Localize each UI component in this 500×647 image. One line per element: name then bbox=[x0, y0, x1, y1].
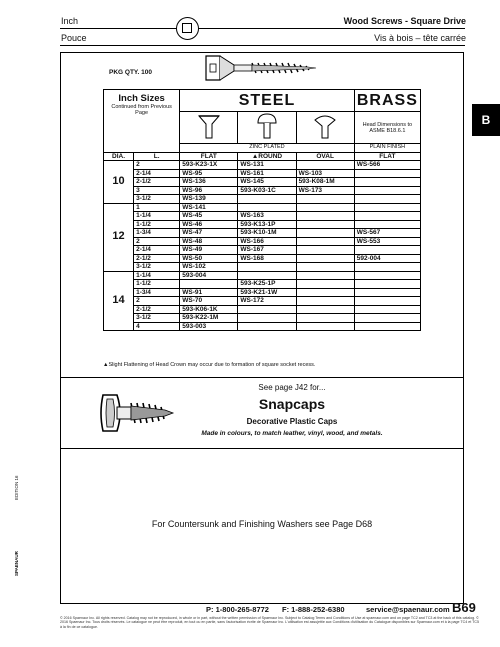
table-row bbox=[104, 229, 421, 238]
part-cell bbox=[296, 161, 354, 170]
length-cell: 1-1/4 bbox=[134, 271, 180, 280]
part-cell: 593-K25-1P bbox=[238, 280, 296, 289]
part-cell bbox=[238, 322, 296, 331]
length-cell: 3-1/2 bbox=[134, 314, 180, 323]
part-cell bbox=[238, 305, 296, 314]
part-cell: WS-131 bbox=[238, 161, 296, 170]
part-cell bbox=[296, 305, 354, 314]
part-cell bbox=[296, 203, 354, 212]
part-cell: WS-136 bbox=[180, 178, 238, 187]
length-cell: 3 bbox=[134, 186, 180, 195]
part-cell: WS-139 bbox=[180, 195, 238, 204]
part-cell bbox=[180, 280, 238, 289]
col-flat: FLAT bbox=[180, 152, 238, 161]
part-cell bbox=[238, 314, 296, 323]
brass-heading: BRASS bbox=[354, 90, 420, 112]
length-cell: 2 bbox=[134, 297, 180, 306]
length-cell: 1-3/4 bbox=[134, 229, 180, 238]
part-cell bbox=[238, 195, 296, 204]
table-row bbox=[104, 314, 421, 323]
table-row bbox=[104, 254, 421, 263]
steel-heading: STEEL bbox=[180, 90, 355, 112]
part-cell bbox=[296, 263, 354, 272]
round-head-icon bbox=[238, 112, 296, 144]
section-divider bbox=[61, 377, 463, 378]
part-cell: 593-004 bbox=[180, 271, 238, 280]
part-cell bbox=[354, 220, 420, 229]
length-cell: 2-1/2 bbox=[134, 254, 180, 263]
part-cell: WS-566 bbox=[354, 161, 420, 170]
square-drive-icon bbox=[176, 17, 199, 40]
part-cell: WS-553 bbox=[354, 237, 420, 246]
footer-legal: © 2016 Spaenaur Inc. All rights reserved. Catalog may not be reproduced, in whole or in part, without the written permission of Spaenaur Inc. Subject to Catalog Terms and Conditions of Use at spaenaur.com and on page TC2 and TC3 at the back of this catalog. © 2016 Spaenaur Inc. Tous droits réservés. Le catalogue ne peut être reproduit, en tout ou en partie, sans l'autorisation écrite de Spaenaur Inc. L'utilisation est assujettie aux Conditions d'utilisation du Catalogue disponibles sur Spaenaur.com et à la page TC4 et TC5 à la fin de ce catalogue. bbox=[60, 616, 479, 629]
part-cell: 593-K08-1M bbox=[296, 178, 354, 187]
length-cell: 1-1/2 bbox=[134, 220, 180, 229]
part-cell bbox=[354, 212, 420, 221]
plain-finish-label: PLAIN FINISH bbox=[354, 144, 420, 153]
table-row bbox=[104, 322, 421, 331]
length-cell: 2-1/2 bbox=[134, 305, 180, 314]
table-row bbox=[104, 195, 421, 204]
part-cell: WS-167 bbox=[238, 246, 296, 255]
length-cell: 2-1/4 bbox=[134, 246, 180, 255]
package-quantity: PKG QTY. 100 bbox=[109, 69, 152, 76]
header-left-en: Inch bbox=[61, 16, 79, 26]
part-cell: WS-45 bbox=[180, 212, 238, 221]
table-row bbox=[104, 203, 421, 212]
section-tab: B bbox=[472, 104, 500, 136]
table-row bbox=[104, 305, 421, 314]
part-cell bbox=[354, 288, 420, 297]
part-cell: WS-46 bbox=[180, 220, 238, 229]
screw-table bbox=[103, 89, 421, 331]
dia-cell: 12 bbox=[104, 203, 134, 271]
table-row bbox=[104, 220, 421, 229]
edition-label: EDITION 16 bbox=[14, 475, 19, 500]
part-cell bbox=[296, 271, 354, 280]
part-cell: WS-173 bbox=[296, 186, 354, 195]
part-cell bbox=[354, 203, 420, 212]
part-cell: WS-141 bbox=[180, 203, 238, 212]
part-cell: WS-50 bbox=[180, 254, 238, 263]
part-cell bbox=[296, 314, 354, 323]
dia-cell: 10 bbox=[104, 161, 134, 204]
part-cell: WS-166 bbox=[238, 237, 296, 246]
snapcaps-description: Made in colours, to match leather, vinyl, wood, and metals. bbox=[201, 430, 383, 437]
brass-head-note: Head Dimensions to ASME B18.6.1 bbox=[354, 112, 420, 144]
part-cell bbox=[354, 314, 420, 323]
table-row bbox=[104, 237, 421, 246]
part-cell bbox=[354, 297, 420, 306]
length-cell: 3-1/2 bbox=[134, 195, 180, 204]
col-dia: DIA. bbox=[104, 152, 134, 161]
inch-sizes-title: Inch Sizes bbox=[118, 93, 165, 104]
part-cell: 593-K06-1K bbox=[180, 305, 238, 314]
length-cell: 3-1/2 bbox=[134, 263, 180, 272]
col-oval: OVAL bbox=[296, 152, 354, 161]
table-row bbox=[104, 161, 421, 170]
section-divider bbox=[61, 448, 463, 449]
table-row bbox=[104, 263, 421, 272]
table-row bbox=[104, 288, 421, 297]
part-cell bbox=[296, 280, 354, 289]
content-frame bbox=[60, 52, 464, 604]
part-cell: 593-K03-1C bbox=[238, 186, 296, 195]
part-cell: WS-47 bbox=[180, 229, 238, 238]
washers-reference: For Countersunk and Finishing Washers see Page D68 bbox=[151, 519, 373, 529]
part-cell: WS-103 bbox=[296, 169, 354, 178]
length-cell: 4 bbox=[134, 322, 180, 331]
part-cell bbox=[354, 169, 420, 178]
part-cell bbox=[354, 246, 420, 255]
part-cell: WS-145 bbox=[238, 178, 296, 187]
part-cell: WS-70 bbox=[180, 297, 238, 306]
part-cell: 593-003 bbox=[180, 322, 238, 331]
length-cell: 2 bbox=[134, 161, 180, 170]
footer-phone: P: 1-800-265-8772 bbox=[206, 605, 269, 614]
table-row bbox=[104, 271, 421, 280]
part-cell: WS-96 bbox=[180, 186, 238, 195]
part-cell bbox=[354, 322, 420, 331]
part-cell: WS-48 bbox=[180, 237, 238, 246]
length-cell: 2-1/4 bbox=[134, 169, 180, 178]
table-row bbox=[104, 212, 421, 221]
part-cell: 593-K13-1P bbox=[238, 220, 296, 229]
col-brass-flat: FLAT bbox=[354, 152, 420, 161]
part-cell bbox=[296, 195, 354, 204]
part-cell: WS-102 bbox=[180, 263, 238, 272]
part-cell: WS-567 bbox=[354, 229, 420, 238]
col-round: ▲ROUND bbox=[238, 152, 296, 161]
part-cell: WS-168 bbox=[238, 254, 296, 263]
part-cell bbox=[238, 263, 296, 272]
table-row bbox=[104, 280, 421, 289]
part-cell bbox=[354, 178, 420, 187]
snapcaps-subtitle: Decorative Plastic Caps bbox=[246, 417, 338, 426]
dia-cell: 14 bbox=[104, 271, 134, 331]
footer-email: service@spaenaur.com bbox=[366, 605, 450, 614]
part-cell bbox=[296, 220, 354, 229]
footer-fax: F: 1-888-252-6380 bbox=[282, 605, 345, 614]
header-title-en: Wood Screws - Square Drive bbox=[343, 16, 466, 26]
zinc-plated-label: ZINC PLATED bbox=[180, 144, 355, 153]
part-cell: WS-95 bbox=[180, 169, 238, 178]
length-cell: 1 bbox=[134, 203, 180, 212]
part-cell bbox=[296, 322, 354, 331]
snapcaps-page-reference: See page J42 for... bbox=[258, 383, 326, 392]
part-cell: WS-91 bbox=[180, 288, 238, 297]
table-row bbox=[104, 297, 421, 306]
length-cell: 2 bbox=[134, 237, 180, 246]
length-cell: 1-3/4 bbox=[134, 288, 180, 297]
flat-head-icon bbox=[180, 112, 238, 144]
table-row bbox=[104, 178, 421, 187]
col-length: L. bbox=[134, 152, 180, 161]
part-cell bbox=[296, 237, 354, 246]
part-cell bbox=[354, 195, 420, 204]
part-cell bbox=[296, 297, 354, 306]
wood-screw-icon bbox=[204, 53, 324, 83]
part-cell: 593-K23-1X bbox=[180, 161, 238, 170]
header-left-fr: Pouce bbox=[61, 33, 87, 43]
part-cell bbox=[296, 212, 354, 221]
part-cell bbox=[354, 263, 420, 272]
snapcaps-title: Snapcaps bbox=[258, 396, 326, 412]
table-footnote: ▲Slight Flattening of Head Crown may occur due to formation of square socket recess. bbox=[103, 362, 316, 368]
length-cell: 1-1/4 bbox=[134, 212, 180, 221]
part-cell: 593-K21-1W bbox=[238, 288, 296, 297]
part-cell bbox=[238, 271, 296, 280]
part-cell bbox=[354, 186, 420, 195]
brand-side-label: SPAENAUR bbox=[14, 551, 19, 576]
table-row bbox=[104, 186, 421, 195]
part-cell bbox=[238, 203, 296, 212]
length-cell: 2-1/2 bbox=[134, 178, 180, 187]
part-cell bbox=[354, 280, 420, 289]
part-cell: 593-K22-1M bbox=[180, 314, 238, 323]
length-cell: 1-1/2 bbox=[134, 280, 180, 289]
header-title-fr: Vis à bois – tête carrée bbox=[374, 33, 466, 43]
part-cell: WS-161 bbox=[238, 169, 296, 178]
part-cell: WS-163 bbox=[238, 212, 296, 221]
part-cell: WS-49 bbox=[180, 246, 238, 255]
part-cell bbox=[296, 229, 354, 238]
part-cell bbox=[354, 305, 420, 314]
header-rule-top bbox=[60, 28, 465, 29]
continued-note: Continued from Previous Page bbox=[111, 104, 172, 116]
part-cell bbox=[296, 288, 354, 297]
part-cell: WS-172 bbox=[238, 297, 296, 306]
part-cell: 593-K10-1M bbox=[238, 229, 296, 238]
inch-sizes-cell bbox=[104, 90, 180, 153]
table-row bbox=[104, 246, 421, 255]
oval-head-icon bbox=[296, 112, 354, 144]
part-cell bbox=[354, 271, 420, 280]
table-row bbox=[104, 169, 421, 178]
header-rule-bottom bbox=[60, 45, 465, 46]
part-cell bbox=[296, 254, 354, 263]
part-cell bbox=[296, 246, 354, 255]
page-number: B69 bbox=[452, 600, 476, 615]
part-cell: 592-004 bbox=[354, 254, 420, 263]
